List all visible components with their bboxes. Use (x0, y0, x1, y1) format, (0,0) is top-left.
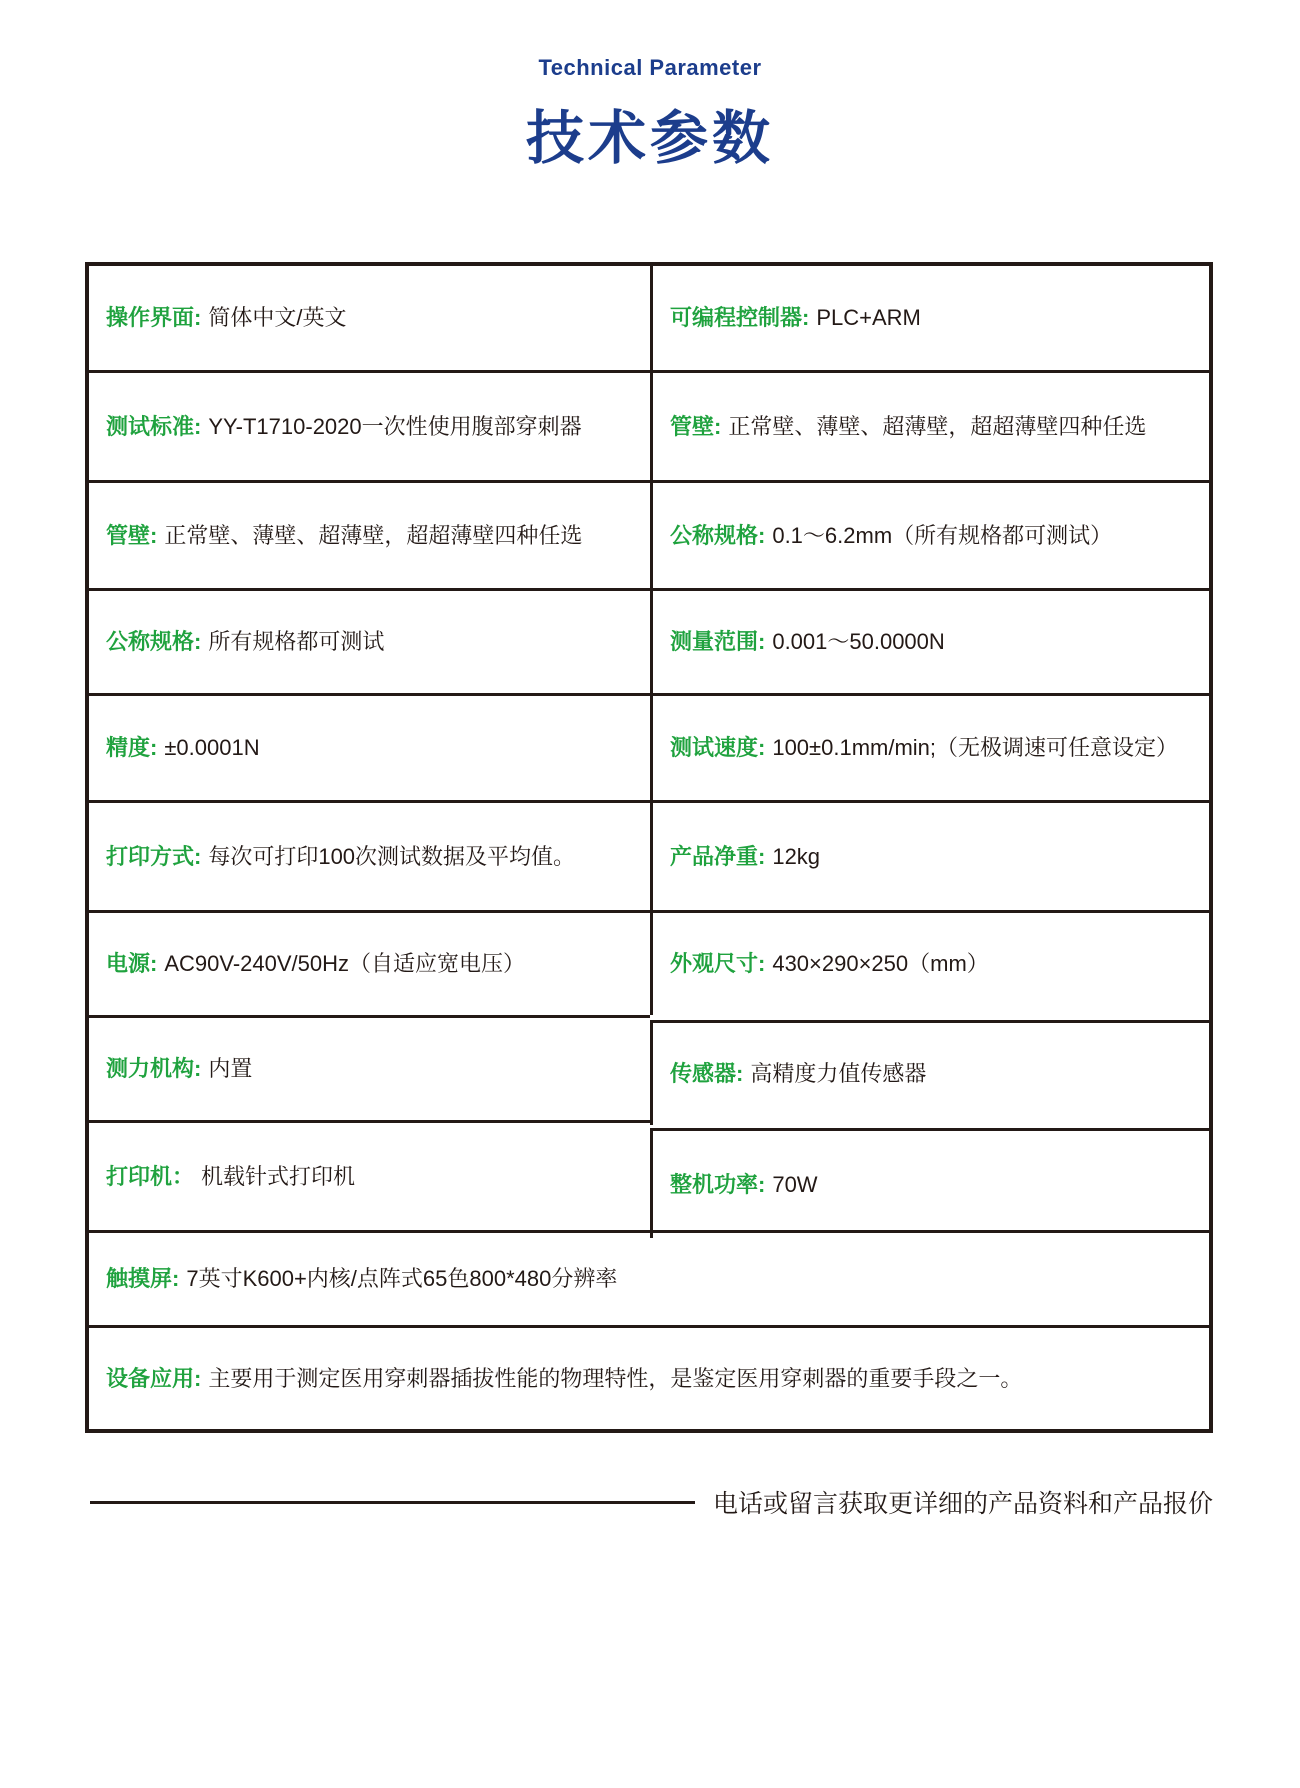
spec-cell-nominal-spec-left (89, 588, 650, 693)
spec-cell-tube-wall-left (89, 480, 650, 588)
spec-label: 打印机： (106, 1163, 195, 1189)
spec-cell-test-standard (89, 370, 650, 480)
spec-label: 测量范围: (670, 629, 766, 655)
spec-label: 产品净重: (670, 843, 766, 869)
spec-label: 操作界面: (106, 305, 202, 331)
spec-value: 430×290×250（mm） (772, 951, 989, 977)
spec-cell-accuracy (89, 693, 650, 800)
spec-cell-force-mechanism (89, 1015, 650, 1120)
spec-label: 电源: (106, 951, 158, 977)
spec-cell-power-supply (89, 910, 650, 1015)
footer (90, 1482, 1213, 1522)
spec-value: 0.1～6.2mm（所有规格都可测试） (772, 522, 1113, 548)
spec-value: AC90V-240V/50Hz（自适应宽电压） (164, 951, 525, 977)
spec-value: PLC+ARM (816, 305, 921, 331)
spec-value: 所有规格都可测试 (208, 629, 385, 655)
spec-cell-operation-interface (89, 266, 650, 370)
spec-value: 100±0.1mm/min;（无极调速可任意设定） (772, 735, 1179, 761)
spec-cell-sensor (650, 1020, 1209, 1125)
spec-label: 整机功率: (670, 1171, 766, 1197)
spec-label: 管壁: (670, 413, 722, 439)
spec-cell-nominal-spec-right (650, 480, 1209, 588)
spec-cell-application (89, 1325, 1209, 1429)
spec-label: 可编程控制器: (670, 305, 810, 331)
spec-cell-programmable-controller (650, 266, 1209, 370)
spec-value: YY-T1710-2020一次性使用腹部穿刺器 (208, 413, 582, 439)
spec-value: 每次可打印100次测试数据及平均值。 (208, 843, 576, 869)
spec-value: 主要用于测定医用穿刺器插拔性能的物理特性，是鉴定医用穿刺器的重要手段之一。 (208, 1365, 1023, 1391)
spec-cell-print-mode (89, 800, 650, 910)
page-title: 技术参数 (525, 106, 774, 171)
spec-label: 测试速度: (670, 735, 766, 761)
spec-value: 70W (772, 1171, 818, 1197)
spec-value: 内置 (208, 1056, 253, 1082)
spec-value: 7英寸K600+内核/点阵式65色800*480分辨率 (186, 1266, 618, 1292)
spec-cell-total-power (650, 1128, 1209, 1238)
spec-value: 简体中文/英文 (208, 305, 347, 331)
spec-label: 测试标准: (106, 413, 202, 439)
spec-value: 正常壁、薄壁、超薄壁，超超薄壁四种任选 (164, 522, 583, 548)
spec-value: 12kg (772, 843, 821, 869)
spec-value: 高精度力值传感器 (750, 1061, 927, 1087)
spec-label: 外观尺寸: (670, 951, 766, 977)
page-header (0, 55, 1300, 175)
spec-table (85, 262, 1213, 1433)
spec-cell-printer (89, 1120, 650, 1230)
spec-cell-net-weight (650, 800, 1209, 910)
spec-cell-measure-range (650, 588, 1209, 693)
spec-cell-dimensions (650, 910, 1209, 1015)
spec-label: 精度: (106, 735, 158, 761)
spec-cell-tube-wall-right (650, 370, 1209, 480)
footer-note: 电话或留言获取更详细的产品资料和产品报价 (712, 1490, 1213, 1518)
spec-label: 公称规格: (670, 522, 766, 548)
spec-value: 0.001～50.0000N (772, 629, 945, 655)
spec-label: 设备应用: (106, 1365, 202, 1391)
footer-divider-line (90, 1501, 695, 1504)
spec-cell-touch-screen (89, 1230, 1209, 1325)
spec-value: 正常壁、薄壁、超薄壁，超超薄壁四种任选 (728, 413, 1147, 439)
spec-label: 公称规格: (106, 629, 202, 655)
spec-label: 管壁: (106, 522, 158, 548)
spec-cell-test-speed (650, 693, 1209, 800)
spec-value: ±0.0001N (164, 735, 260, 761)
spec-label: 触摸屏: (106, 1266, 180, 1292)
header-subtitle-en: Technical Parameter (538, 55, 762, 80)
spec-label: 测力机构: (106, 1056, 202, 1082)
spec-value: 机载针式打印机 (201, 1163, 356, 1189)
spec-label: 传感器: (670, 1061, 744, 1087)
spec-label: 打印方式: (106, 843, 202, 869)
